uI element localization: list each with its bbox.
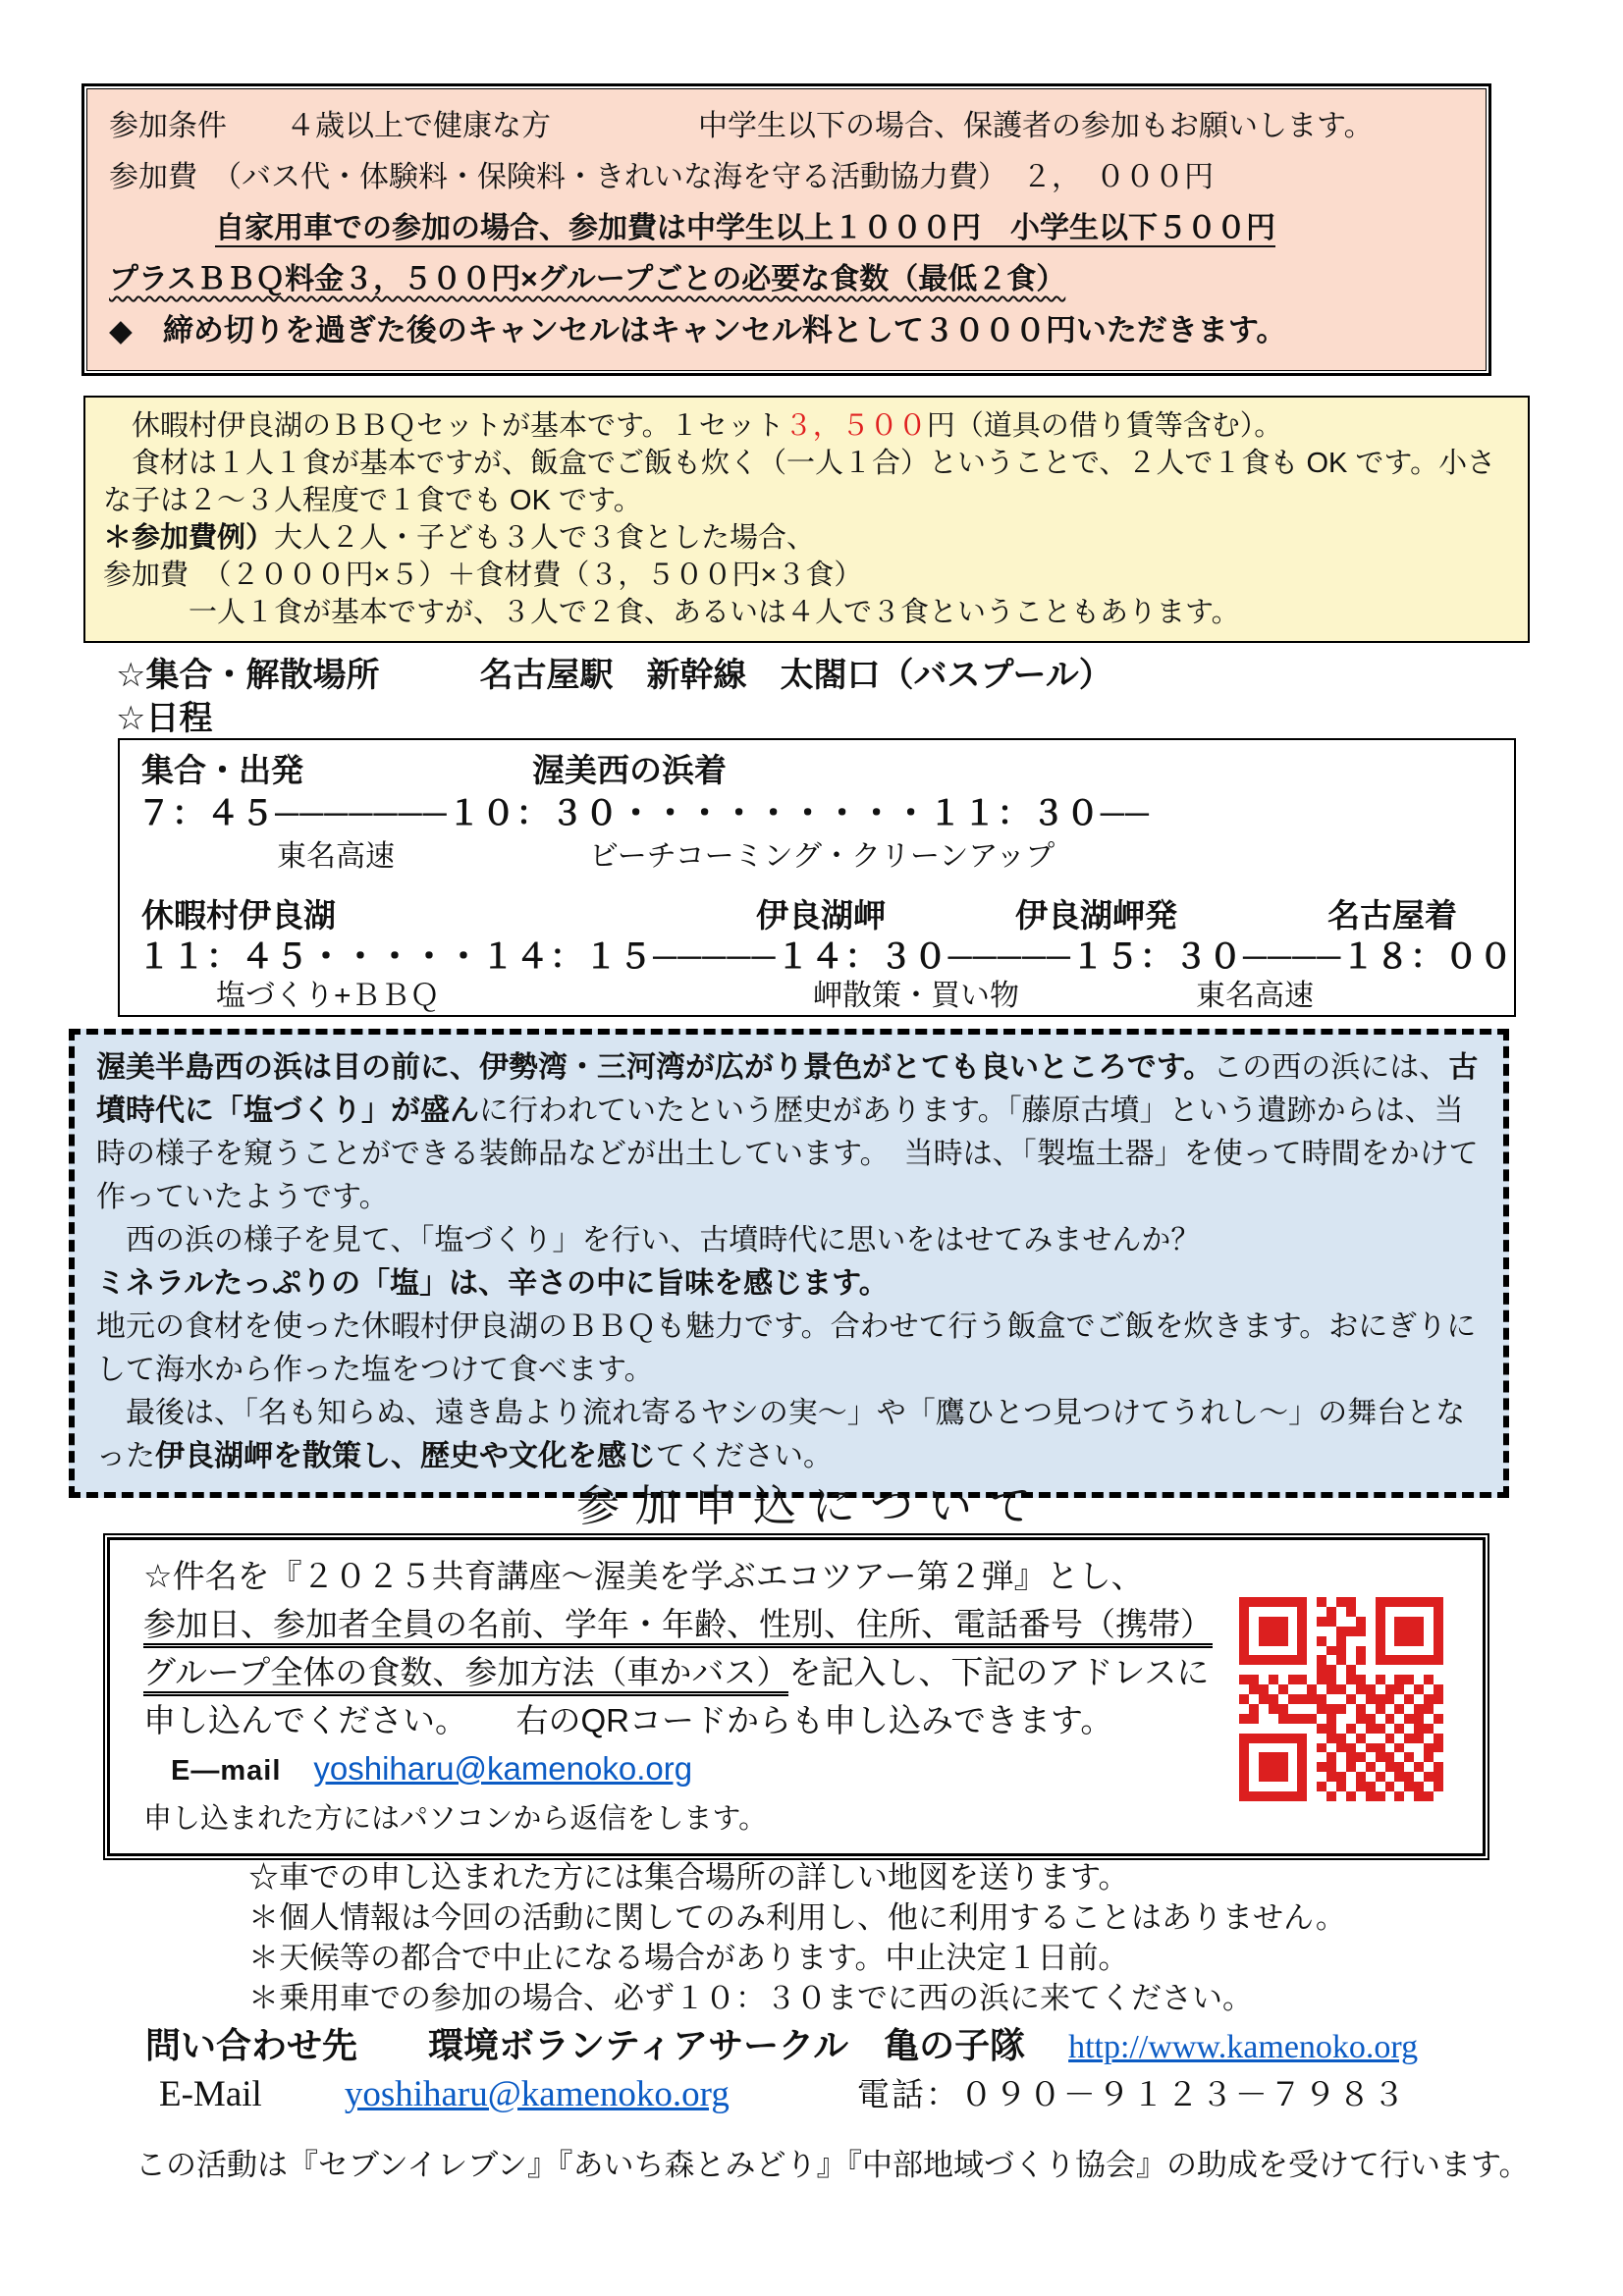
contact-org: 環境ボランティアサークル 亀の子隊 [428, 2025, 1026, 2065]
apply-instruction-line: 申し込んでください。 右のQRコードからも申し込みできます。 [143, 1702, 1113, 1738]
bbq-line5: 参加費 （２０００円×５）＋食材費（３，５００円×３食） [103, 560, 863, 591]
contact-email-line [159, 2069, 1407, 2115]
contact-line [145, 2018, 1418, 2068]
funding-note: この活動は『セブンイレブン』『あいち森とみどり』『中部地域づくり協会』の助成を受けて行います。 [135, 2148, 1530, 2182]
schedule-cape-label: 伊良湖岬 [756, 897, 886, 934]
qr-code [1239, 1597, 1443, 1801]
schedule-depart-label: 集合・出発 [141, 752, 303, 788]
bbq-line4: ＊参加費例）大人２人・子ども３人で３食とした場合、 [103, 522, 816, 554]
note-car-time: ＊乗用車での参加の場合、必ず１０：３０までに西の浜に来てください。 [248, 1981, 1253, 2015]
note-weather: ＊天候等の都合で中止になる場合があります。中止決定１日前。 [248, 1941, 1129, 1975]
conditions-box [81, 83, 1491, 376]
contact-phone: 電話：０９０－９１２３－７９８３ [856, 2078, 1407, 2113]
bbq-line6: 一人１食が基本ですが、３人で２食、あるいは４人で３食ということもあります。 [103, 597, 1240, 628]
bbq-line1: 休暇村伊良湖のＢＢＱセットが基本です。１セット３，５００円（道具の借り賃等含む）。 [103, 410, 1283, 442]
bbq-fee-line: プラスＢＢＱ料金３，５００円×グループごとの必要な食数（最低２食） [109, 263, 1066, 295]
car-fee-line: 自家用車での参加の場合、参加費は中学生以上１０００円 小学生以下５００円 [215, 212, 1275, 244]
application-box-inner [107, 1537, 1486, 1856]
contact-url-link[interactable]: http://www.kamenoko.org [1068, 2029, 1419, 2065]
bbq-price: ３，５００ [784, 410, 927, 442]
note-privacy: ＊個人情報は今回の活動に関してのみ利用し、他に利用することはありません。 [248, 1900, 1346, 1935]
schedule-stroll-label: 岬散策・買い物 [813, 980, 1019, 1012]
schedule-times-row2: １１：４５・・・・・１４：１５─────１４：３０─────１５：３０────１８：００ [137, 938, 1514, 976]
conditions-line1: 参加条件 ４歳以上で健康な方 中学生以下の場合、保護者の参加もお願いします。 [109, 110, 1374, 142]
apply-info-line1: 参加日、参加者全員の名前、学年・年齢、性別、住所、電話番号（携帯） [143, 1600, 1459, 1648]
schedule-kyukamura-label: 休暇村伊良湖 [141, 897, 336, 934]
schedule-box [118, 738, 1516, 1017]
apply-section-heading: 参加申込について [575, 1482, 1048, 1530]
meeting-place-line: ☆集合・解散場所 名古屋駅 新幹線 太閤口（バスプール） [116, 657, 1112, 694]
description-paragraph-5: 最後は、「名も知らぬ、遠き島より流れ寄るヤシの実～」や「鷹ひとつ見つけてうれし～」の舞台となった伊良湖岬を散策し、歴史や文化を感じてください。 [96, 1397, 1466, 1472]
schedule-highway2-label: 東名高速 [1196, 980, 1314, 1012]
apply-info-line2: グループ全体の食数、参加方法（車かバス）を記入し、下記のアドレスに [143, 1648, 1459, 1696]
contact-email-link[interactable]: yoshiharu@kamenoko.org [344, 2074, 730, 2114]
description-paragraph-1: 渥美半島西の浜は目の前に、伊勢湾・三河湾が広がり景色がとても良いところです。この西の浜には、古墳時代に「塩づくり」が盛んに行われていたという歴史があります。「藤原古墳」という遺跡からは、当時の様子を窺うことができる装飾品などが出土しています。 当時は、「製塩土器」を使って時間をかけて作っていたようです。 [96, 1051, 1479, 1213]
apply-email-link[interactable]: yoshiharu@kamenoko.org [313, 1750, 693, 1787]
apply-reply-note: 申し込まれた方にはパソコンから返信をします。 [143, 1803, 768, 1835]
schedule-cape-depart-label: 伊良湖岬発 [1015, 897, 1177, 934]
description-paragraph-4: 地元の食材を使った休暇村伊良湖のＢＢＱも魅力です。合わせて行う飯盒でご飯を炊きます。おにぎりにして海水から作った塩をつけて食べます。 [96, 1310, 1477, 1386]
bbq-line2: 食材は１人１食が基本ですが、飯盒でご飯も炊く（一人１合）ということで、２人で１食も OK です。小さ [103, 448, 1496, 479]
cancel-policy-line: ◆ 締め切りを過ぎた後のキャンセルはキャンセル料として３０００円いただきます。 [109, 313, 1287, 347]
contact-label: 問い合わせ先 [145, 2025, 358, 2065]
schedule-highway-label: 東名高速 [277, 840, 395, 873]
schedule-nagoya-label: 名古屋着 [1327, 897, 1457, 934]
schedule-salt-bbq-label: 塩づくり+ＢＢＱ [216, 980, 440, 1012]
application-box [103, 1533, 1489, 1860]
schedule-times-row1: ７：４５───────１０：３０・・・・・・・・・１１：３０── [137, 795, 1150, 832]
bbq-line3: な子は２～３人程度で１食でも OK です。 [103, 485, 642, 516]
schedule-beachcombing-label: ビーチコーミング・クリーンアップ [589, 840, 1055, 873]
description-box [69, 1029, 1509, 1498]
note-map: ☆車での申し込まれた方には集合場所の詳しい地図を送ります。 [248, 1860, 1129, 1895]
contact-email-label: E-Mail [159, 2074, 262, 2114]
fee-line: 参加費 （バス代・体験料・保険料・きれいな海を守る活動協力費） ２， ０００円 [109, 161, 1214, 193]
apply-subject-line: ☆件名を『２０２５共育講座～渥美を学ぶエコツアー第２弾』とし、 [143, 1558, 1144, 1594]
footer-notes [248, 1857, 1346, 2018]
description-paragraph-3: ミネラルたっぷりの「塩」は、辛さの中に旨味を感じます。 [96, 1267, 889, 1300]
bbq-info-box [83, 396, 1530, 643]
description-paragraph-2: 西の浜の様子を見て、「塩づくり」を行い、古墳時代に思いをはせてみませんか？ [96, 1224, 1201, 1256]
schedule-label: ☆日程 [116, 700, 213, 737]
email-label: E—mail [171, 1755, 282, 1787]
conditions-box-inner [86, 88, 1487, 371]
schedule-beach-label: 渥美西の浜着 [532, 752, 727, 788]
